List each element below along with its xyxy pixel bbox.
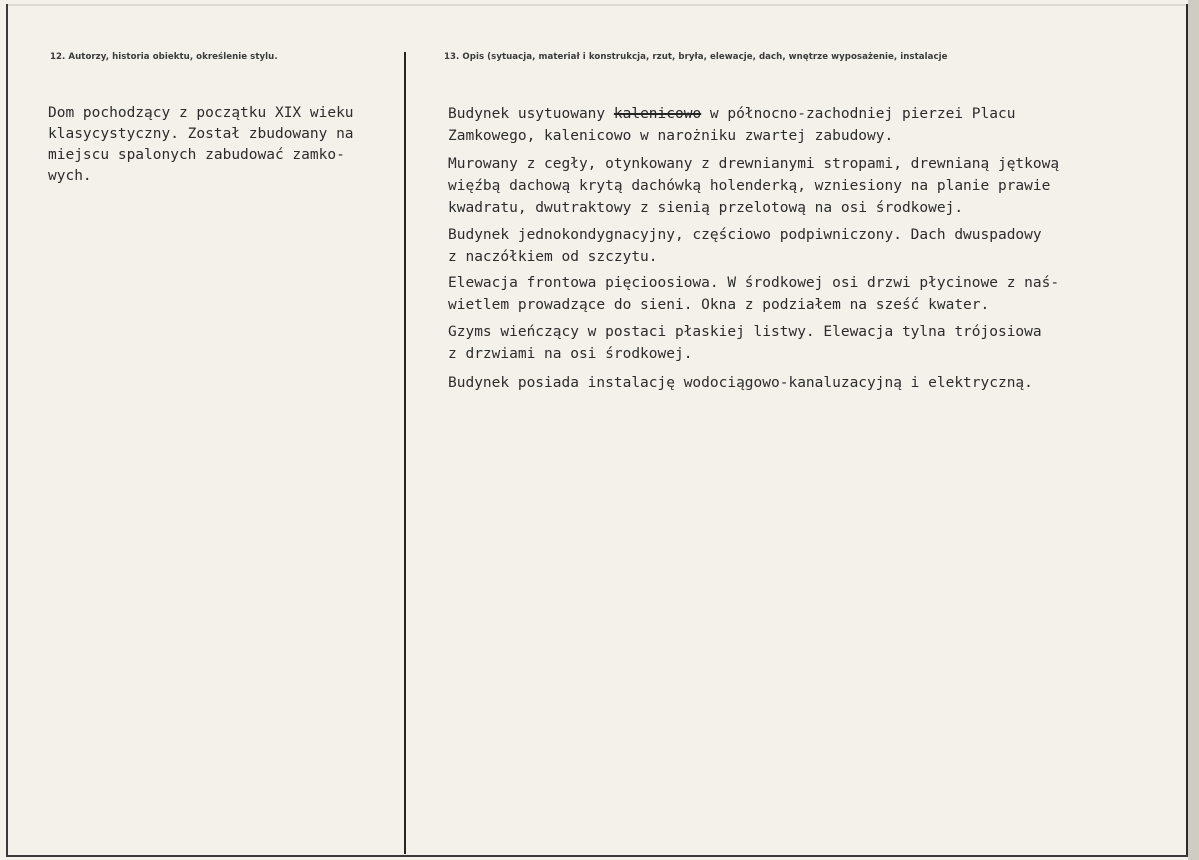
paragraph-line: wietlem prowadzące do sieni. Okna z podziałem na sześć kwater. — [448, 297, 990, 313]
paragraph-line: Budynek jednokondygnacyjny, częściowo podpiwniczony. Dach dwuspadowy — [448, 227, 1042, 243]
paragraph-text: w północno-zachodniej pierzei Placu — [701, 106, 1016, 122]
paragraph-text: Zamkowego, kalenicowo w narożniku zwartej zabudowy. — [448, 128, 894, 144]
section-13-header: 13. Opis (sytuacja, materiał i konstrukcja, rzut, bryła, elewacje, dach, wnętrze wyposażenie, instalacje — [444, 52, 948, 62]
paragraph-line: Elewacja frontowa pięcioosiowa. W środkowej osi drzwi płycinowe z naś- — [448, 275, 1060, 291]
section-12-line: wych. — [48, 168, 92, 184]
section-13-paragraph-location — [448, 103, 1015, 147]
section-12-line: Dom pochodzący z początku XIX wieku — [48, 105, 354, 121]
section-13-paragraph-front-elevation — [448, 272, 1059, 316]
paragraph-text: Budynek usytuowany — [448, 106, 614, 122]
paragraph-line: Murowany z cegły, otynkowany z drewnianymi stropami, drewnianą jętkową — [448, 156, 1060, 172]
struck-out-word: kalenicowo — [613, 106, 702, 122]
section-12-text — [48, 103, 354, 187]
bottom-border-line — [6, 855, 1188, 857]
paragraph-line: Gzyms wieńczący w postaci płaskiej listwy. Elewacja tylna trójosiowa — [448, 324, 1042, 340]
section-13-paragraph-cornice — [448, 321, 1042, 365]
column-divider — [404, 52, 406, 854]
paragraph-line: więźbą dachową krytą dachówką holenderką, wzniesiony na planie prawie — [448, 178, 1051, 194]
section-12-header: 12. Autorzy, historia obiektu, określenie stylu. — [50, 52, 278, 62]
paragraph-line: z drzwiami na osi środkowej. — [448, 346, 693, 362]
section-12-line: miejscu spalonych zabudować zamko- — [48, 147, 345, 163]
section-13-paragraph-roof — [448, 224, 1042, 268]
section-12-line: klasycystyczny. Został zbudowany na — [48, 126, 354, 142]
section-13-paragraph-installations — [448, 372, 1033, 394]
paragraph-line: kwadratu, dwutraktowy z sienią przelotową na osi środkowej. — [448, 200, 964, 216]
section-13-paragraph-construction — [448, 153, 1059, 219]
paragraph-line: z naczółkiem od szczytu. — [448, 249, 658, 265]
scan-edge-shadow — [1188, 0, 1199, 860]
top-border-line — [8, 4, 1193, 6]
left-border-line — [6, 4, 8, 856]
paragraph-line: Budynek posiada instalację wodociągowo-kanaluzacyjną i elektryczną. — [448, 375, 1033, 391]
